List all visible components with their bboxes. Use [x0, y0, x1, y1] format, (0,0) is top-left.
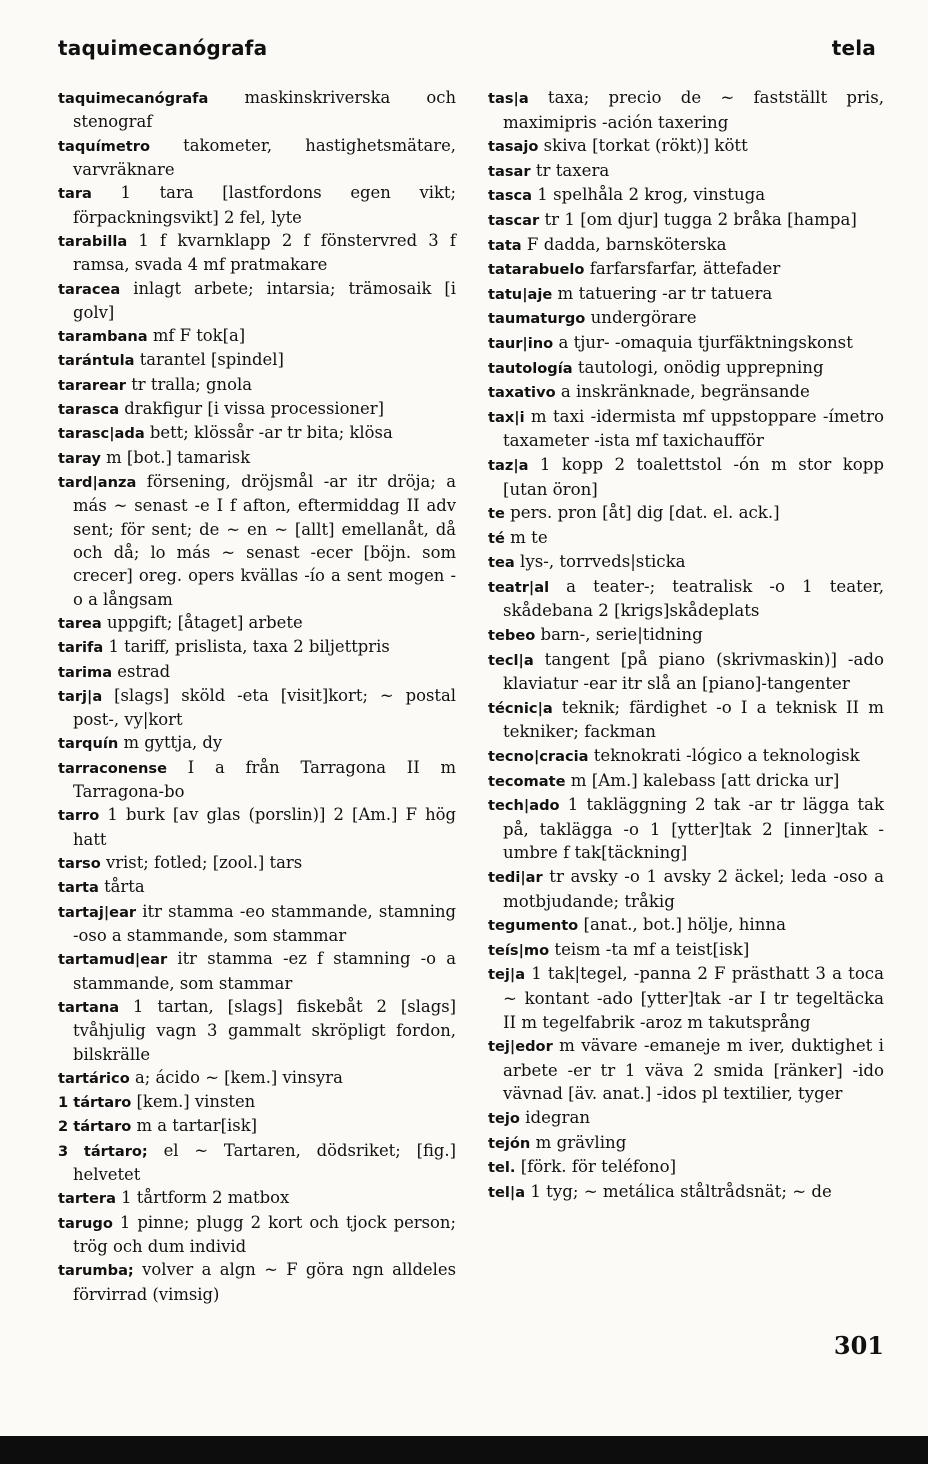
dictionary-entry — [488, 282, 884, 307]
dictionary-entry — [58, 421, 456, 445]
headword: tegumento — [488, 917, 579, 935]
headword: 1 tártaro — [58, 1094, 132, 1112]
dictionary-entry — [58, 1139, 456, 1187]
definition: 1 tak|tegel, -panna 2 F prästhatt 3 a toca ~ kontant -ado [ytter]tak -ar I tr tegeltäcka II m tegelfabrik -aroz m takutsprång — [503, 964, 884, 1032]
definition: m [Am.] kalebass [att dricka ur] — [565, 770, 840, 790]
dictionary-entry — [488, 793, 884, 865]
dictionary-entry — [488, 623, 884, 648]
headword: taur|ino — [488, 334, 554, 352]
definition: [anat., bot.] hölje, hinna — [578, 915, 786, 935]
dictionary-entry — [488, 331, 884, 356]
definition: idegran — [519, 1107, 591, 1127]
headword: tara — [58, 185, 92, 203]
dictionary-entry — [58, 277, 456, 325]
dictionary-entry — [58, 731, 456, 755]
headword: taquímetro — [58, 137, 150, 155]
dictionary-entry — [58, 181, 456, 229]
dictionary-entry — [488, 208, 884, 233]
dictionary-entry — [488, 380, 884, 405]
headword: tecl|a — [488, 651, 534, 669]
dictionary-entry — [58, 86, 456, 134]
headword: tebeo — [488, 627, 536, 645]
headword: tascar — [488, 211, 540, 229]
dictionary-entry — [58, 684, 456, 732]
dictionary-entry — [58, 1090, 456, 1114]
headword: tech|ado — [488, 797, 560, 815]
headword: tartaj|ear — [58, 903, 137, 921]
definition: bett; klössår -ar tr bita; klösa — [144, 423, 393, 443]
definition: m [bot.] tamarisk — [100, 447, 251, 467]
headword: tax|i — [488, 408, 525, 426]
headword: tata — [488, 236, 522, 254]
definition: [slags] sköld -eta [visit]kort; ~ postal post-, vy|kort — [73, 685, 456, 730]
dictionary-entry — [58, 324, 456, 348]
definition: 1 tyg; ~ metálica ståltrådsnät; ~ de — [525, 1181, 832, 1201]
definition: inlagt arbete; intarsia; trämosaik [i golv] — [73, 278, 456, 322]
definition: undergörare — [585, 308, 697, 328]
dictionary-entry — [58, 756, 456, 804]
definition: F dadda, barnsköterska — [521, 234, 727, 254]
headword: tedi|ar — [488, 869, 543, 886]
dictionary-entry — [488, 648, 884, 696]
dictionary-entry — [58, 660, 456, 684]
dictionary-entry — [488, 405, 884, 453]
dictionary-entry — [58, 470, 456, 611]
headword: tejo — [488, 1109, 520, 1127]
dictionary-entry — [488, 744, 884, 769]
dictionary-entry — [488, 938, 884, 963]
running-head-right: tela — [831, 36, 876, 60]
definition: vrist; fotled; [zool.] tars — [100, 853, 303, 872]
headword: tel. — [488, 1159, 516, 1177]
dictionary-entry — [58, 1114, 456, 1138]
dictionary-entry — [488, 306, 884, 331]
definition: [förk. för teléfono] — [515, 1157, 677, 1177]
headword: te — [488, 505, 505, 523]
headword: tarta — [58, 879, 99, 897]
headword: tararear — [58, 376, 127, 394]
definition: 1 tartan, [slags] fiskebåt 2 [slags] tvåhjulig vagn 3 gammalt skröpligt fordon, bilskrälle — [73, 996, 456, 1064]
definition: el ~ Tartaren, dödsriket; [fig.] helvetet — [73, 1140, 456, 1185]
headword: tarasca — [58, 401, 120, 419]
headword: tartamud|ear — [58, 951, 168, 969]
definition: 1 burk [av glas (porslin)] 2 [Am.] F hög hatt — [73, 805, 456, 849]
running-head-left: taquimecanógrafa — [58, 36, 268, 60]
definition: itr stamma -eo stammande, stamning -oso a stammande, som stammar — [73, 901, 456, 945]
dictionary-entry — [488, 769, 884, 794]
dictionary-entry — [58, 635, 456, 659]
dictionary-entry — [488, 526, 884, 551]
headword: tarro — [58, 807, 100, 825]
definition: itr stamma -ez f stamning -o a stammande, som stammar — [73, 949, 456, 993]
headword: taumaturgo — [488, 310, 586, 328]
definition: skiva [torkat (rökt)] kött — [538, 136, 748, 156]
definition: tautologi, onödig upprepning — [572, 357, 824, 377]
definition: 1 pinne; plugg 2 kort och tjock person; trög och dum individ — [73, 1212, 456, 1256]
definition: [kem.] vinsten — [131, 1092, 256, 1112]
headword: tarugo — [58, 1214, 113, 1232]
headword: tarima — [58, 663, 113, 681]
headword: teís|mo — [488, 941, 550, 959]
definition: m tatuering -ar tr tatuera — [552, 283, 773, 303]
dictionary-entry — [488, 86, 884, 134]
page-number: 301 — [833, 1331, 884, 1360]
dictionary-entry — [58, 611, 456, 635]
definition: teknokrati -lógico a teknologisk — [588, 746, 860, 766]
headword: tasajo — [488, 138, 539, 156]
headword: taz|a — [488, 456, 529, 474]
dictionary-entry — [488, 962, 884, 1034]
dictionary-entry — [58, 373, 456, 397]
headword: tartana — [58, 998, 120, 1016]
headword: tej|a — [488, 966, 526, 984]
headword: té — [488, 529, 505, 547]
definition: tr taxera — [530, 160, 610, 180]
definition: taxa; precio de ~ fastställt pris, maximipris -ación taxering — [503, 88, 884, 132]
headword: técnic|a — [488, 699, 553, 717]
definition: m taxi -idermista mf uppstoppare -ímetro taxameter -ista mf taxichaufför — [503, 406, 884, 451]
dictionary-entry — [58, 229, 456, 277]
definition: m gyttja, dy — [118, 733, 223, 753]
definition: a; ácido ~ [kem.] vinsyra — [129, 1067, 343, 1087]
definition: a tjur- -omaquia tjurfäktningskonst — [553, 332, 853, 352]
headword: tarambana — [58, 328, 148, 346]
definition: farfarsfarfar, ättefader — [584, 259, 781, 279]
definition: m vävare -emaneje m iver, duktighet i arbete -er tr 1 väva 2 smida [ränker] -ido vävnad [äv. anat.] -idos pl textilier, tyger — [503, 1036, 884, 1104]
headword: tejón — [488, 1134, 531, 1152]
headword: tartera — [58, 1190, 116, 1208]
definition: 1 f kvarnklapp 2 f fönstervred 3 f ramsa, svada 4 mf pratmakare — [73, 230, 456, 275]
dictionary-entry — [58, 1186, 456, 1210]
definition: tarantel [spindel] — [134, 350, 284, 370]
dictionary-entry — [58, 348, 456, 372]
left-column — [58, 86, 456, 1306]
dictionary-entry — [488, 575, 884, 623]
dictionary-entry — [488, 865, 884, 913]
headword: tasar — [488, 162, 531, 180]
headword: tecomate — [488, 772, 566, 790]
dictionary-entry — [488, 257, 884, 282]
definition: mf F tok[a] — [147, 326, 246, 346]
headword: tarso — [58, 855, 101, 872]
dictionary-entry — [58, 1258, 456, 1306]
dictionary-entry — [58, 803, 456, 851]
definition: tr avsky -o 1 avsky 2 äckel; leda -oso a motbjudande; tråkig — [503, 867, 884, 911]
definition: 1 tara [lastfordons egen vikt; förpackningsvikt] 2 fel, lyte — [73, 183, 456, 227]
headword: tas|a — [488, 90, 529, 107]
definition: pers. pron [åt] dig [dat. el. ack.] — [504, 503, 780, 523]
definition: volver a algn ~ F göra ngn alldeles förvirrad (vimsig) — [73, 1260, 456, 1304]
headword: tarea — [58, 614, 102, 632]
dictionary-entry — [488, 501, 884, 526]
headword: tarumba; — [58, 1262, 134, 1280]
headword: tatarabuelo — [488, 261, 585, 279]
definition: takometer, hastighetsmätare, varvräknare — [73, 135, 456, 179]
headword: tea — [488, 554, 515, 572]
dictionary-entry — [488, 550, 884, 575]
headword: tasca — [488, 187, 533, 205]
headword: tatu|aje — [488, 285, 553, 303]
dictionary-entry — [488, 1180, 884, 1205]
definition: tr 1 [om djur] tugga 2 bråka [hampa] — [539, 209, 857, 229]
headword: tarasc|ada — [58, 425, 145, 443]
definition: 1 takläggning 2 tak -ar tr lägga tak på, taklägga -o 1 [ytter]tak 2 [inner]tak -umbre f tak[täckning] — [503, 795, 884, 863]
dictionary-entry — [58, 1211, 456, 1259]
definition: lys-, torrveds|sticka — [514, 552, 686, 572]
headword: tarántula — [58, 352, 135, 370]
headword: tartárico — [58, 1069, 130, 1087]
definition: m grävling — [530, 1132, 627, 1152]
dictionary-entry — [58, 875, 456, 899]
definition: 1 spelhåla 2 krog, vinstuga — [532, 185, 766, 205]
definition: estrad — [112, 661, 171, 681]
definition: 1 kopp 2 toalettstol -ón m stor kopp [utan öron] — [503, 454, 884, 499]
dictionary-entry — [58, 995, 456, 1066]
headword: tarj|a — [58, 687, 103, 705]
dictionary-entry — [488, 1155, 884, 1180]
headword: tarifa — [58, 639, 104, 657]
dictionary-entry — [488, 1106, 884, 1131]
definition: maskinskriverska och stenograf — [73, 88, 456, 132]
dictionary-entry — [488, 1034, 884, 1106]
dictionary-entry — [488, 453, 884, 501]
dictionary-entry — [58, 900, 456, 948]
headword: tarraconense — [58, 759, 168, 777]
scan-border — [0, 1436, 928, 1464]
definition: teknik; färdighet -o I a teknisk II m tekniker; fackman — [503, 697, 884, 742]
definition: tr tralla; gnola — [126, 374, 252, 394]
headword: tarquín — [58, 735, 119, 753]
dictionary-entry — [488, 696, 884, 744]
dictionary-entry — [58, 1066, 456, 1090]
dictionary-entry — [488, 356, 884, 381]
dictionary-entry — [488, 134, 884, 159]
dictionary-entry — [58, 851, 456, 875]
dictionary-entry — [58, 134, 456, 182]
dictionary-entry — [488, 1131, 884, 1156]
dictionary-entry — [488, 233, 884, 258]
dictionary-entry — [58, 947, 456, 995]
dictionary-entry — [488, 913, 884, 938]
dictionary-entry — [488, 183, 884, 208]
headword: tarabilla — [58, 232, 128, 250]
definition: a teater-; teatralisk -o 1 teater, skådebana 2 [krigs]skådeplats — [503, 576, 884, 621]
definition: 1 tårtform 2 matbox — [115, 1188, 290, 1208]
headword: tard|anza — [58, 474, 137, 491]
definition: drakfigur [i vissa processioner] — [119, 399, 384, 419]
headword: taxativo — [488, 384, 556, 402]
headword: teatr|al — [488, 578, 550, 596]
dictionary-entry — [58, 397, 456, 421]
headword: taray — [58, 449, 101, 467]
definition: uppgift; [åtaget] arbete — [101, 612, 303, 632]
headword: tej|edor — [488, 1038, 553, 1056]
headword: 3 tártaro; — [58, 1142, 148, 1160]
definition: a inskränknade, begränsande — [555, 382, 810, 402]
definition: försening, dröjsmål -ar itr dröja; a más ~ senast -e I f afton, eftermiddag II adv sent; för sent; de ~ en ~ [allt] emellanåt, då och då; lo más ~ senast -ecer [böjn. som crecer] oreg. opers kvällas -ío a sent mogen -o a långsam — [73, 472, 456, 609]
definition: tangent [på piano (skrivmaskin)] -ado klaviatur -ear itr slå an [piano]-tangenter — [503, 649, 884, 694]
dictionary-entry — [488, 159, 884, 184]
headword: 2 tártaro — [58, 1118, 132, 1136]
dictionary-entry — [58, 446, 456, 470]
definition: tårta — [98, 877, 145, 897]
headword: tautología — [488, 359, 573, 377]
definition: m te — [504, 527, 548, 547]
headword: tecno|cracia — [488, 748, 589, 766]
right-column — [488, 86, 884, 1204]
definition: barn-, serie|tidning — [535, 625, 703, 645]
headword: taracea — [58, 280, 121, 298]
headword: taquimecanógrafa — [58, 90, 209, 107]
definition: 1 tariff, prislista, taxa 2 biljettpris — [103, 637, 390, 657]
definition: I a från Tarragona II m Tarragona-bo — [73, 757, 456, 802]
headword: tel|a — [488, 1183, 526, 1201]
definition: teism -ta mf a teist[isk] — [549, 939, 750, 959]
definition: m a tartar[isk] — [131, 1116, 258, 1136]
